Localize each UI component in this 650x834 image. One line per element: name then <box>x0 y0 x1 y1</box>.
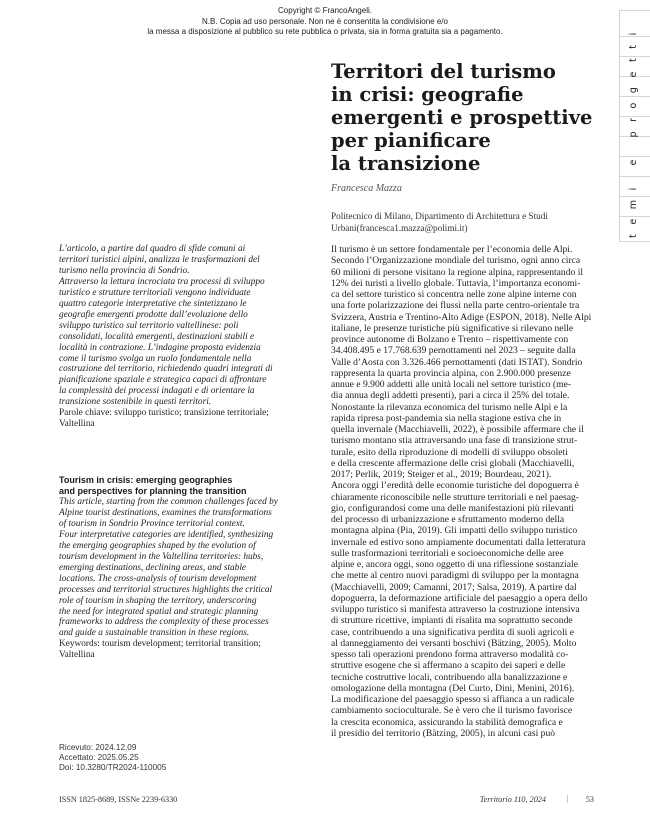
affiliation-line: Politecnico di Milano, Dipartimento di Architettura e Studi Urbani <box>331 211 548 233</box>
title-line: in crisi: geografie <box>331 83 524 106</box>
abstract-english <box>59 475 319 661</box>
english-title-line: and perspectives for planning the transition <box>59 486 247 496</box>
page-number: 53 <box>585 795 594 804</box>
abstract-line: territori turistici alpini, analizza le trasformazioni del <box>59 254 260 265</box>
body-line: rappresenta la quarta provincia alpina, con 2.900.000 presenze <box>331 367 571 379</box>
copyright-notice <box>0 6 650 38</box>
body-line: annue e 9.900 addetti alle unità locali nel settore turistico (me- <box>331 379 572 390</box>
abstract-italian <box>59 244 319 430</box>
section-label: temi e progetti <box>628 23 639 238</box>
body-line: tecniche costruttive locali, contribuendo alla banalizzazione e <box>331 671 568 683</box>
body-line: chiaramente riconoscibile nelle strutture territoriali e nel paesag- <box>331 491 579 503</box>
body-line: gio, configurandosi come una delle manifestazioni più rilevanti <box>331 502 574 514</box>
abstract-line: costruzione del territorio, richiedendo quadri integrati di <box>59 364 273 375</box>
affiliation-line: (francesca1.mazza@polimi.it) <box>356 222 468 233</box>
title-line: la transizione <box>331 152 481 175</box>
abstract-line: geografie emergenti prodotte dall’evoluzione dello <box>59 309 248 320</box>
body-line: spesso tali operazioni prendono forma attraverso modalità co- <box>331 649 569 660</box>
abstract-english-text <box>59 497 319 639</box>
abstract-line: processes and territorial structures highlights the critical <box>59 584 273 595</box>
abstract-line: the need for integrated spatial and strategic planning <box>59 606 259 617</box>
body-line: province autonome di Bolzano e Trento – rispettivamente con <box>331 334 569 345</box>
body-line: case, contribuendo a una significativa perdita di suoli agricoli e <box>331 626 574 638</box>
keywords-line: Parole chiave: sviluppo turistico; transizione territoriale; <box>59 408 269 419</box>
body-line: rapida ripresa post-pandemia sia nella stagione estiva che in <box>331 412 562 424</box>
abstract-line: come il turismo svolga un ruolo fondamentale nella <box>59 353 252 364</box>
body-line: una forte polarizzazione dei flussi nella parte centro-orientale tra <box>331 300 580 312</box>
abstract-line: This article, starting from the common challenges faced by <box>59 497 278 507</box>
body-line: 34.408.495 e 17.768.639 pernottamenti nel 2023 – seguite dalla <box>331 345 576 357</box>
body-line: dopoguerra, la deformazione artificiale del paesaggio a opera dello <box>331 592 588 604</box>
body-line: dia annua degli addetti presenti), pari a circa il 25% del totale. <box>331 390 570 402</box>
body-line: italiane, le presenze turistiche più significative si rilevano nelle <box>331 322 574 334</box>
copyright-line-3: la messa a disposizione al pubblico su rete pubblica o privata, sia in forma gratuita sia a pagamento. <box>147 27 503 36</box>
abstract-line: Four interpretative categories are identified, synthesizing <box>59 529 274 540</box>
keywords-line: Keywords: tourism development; territorial transition; <box>59 639 261 650</box>
abstract-line: pianificazione spaziale e strategica capaci di affrontare <box>59 375 267 386</box>
abstract-line: tourism development in the Valtellina territories: hubs, <box>59 551 264 562</box>
abstract-line: quattro categorie interpretative che sintetizzano le <box>59 298 247 309</box>
abstract-line: consolidati, località emergenti, destinazioni stabili e <box>59 331 255 342</box>
footer-separator: | <box>566 794 568 803</box>
body-line: di strutture ricettive, impianti di risalita ma soprattutto seconde <box>331 615 573 627</box>
body-line: che mette al centro nuovi paradigmi di sviluppo per la montagna <box>331 570 579 582</box>
body-line: Nonostante la rilevanza economica del turismo nelle Alpi e la <box>331 401 568 413</box>
title-line: emergenti e prospettive <box>331 106 593 129</box>
body-line: Il turismo è un settore fondamentale per l’economia delle Alpi. <box>331 244 573 255</box>
body-line: turale, esito della riproduzione di modelli di sviluppo obsoleti <box>331 446 568 458</box>
article-author: Francesca Mazza <box>331 183 402 194</box>
doi: Doi: 10.3280/TR2024-110005 <box>59 763 167 772</box>
abstract-line: locations. The cross-analysis of tourism development <box>59 573 257 584</box>
abstract-line: turismo nella provincia di Sondrio. <box>59 265 190 276</box>
section-side-tab <box>619 10 650 242</box>
abstract-line: emerging destinations, declining areas, and stable <box>59 562 247 573</box>
copyright-line-1: Copyright © FrancoAngeli. <box>278 6 372 15</box>
abstract-line: Alpine tourist destinations, examines the transformations <box>59 507 272 518</box>
title-line: Territori del turismo <box>331 60 556 83</box>
body-line: Valle d’Aosta con 3.326.466 pernottamenti (dati ISTAT). Sondrio <box>331 356 583 368</box>
english-title-line: Tourism in crisis: emerging geographies <box>59 475 233 485</box>
issn: ISSN 1825-8689, ISSNe 2239-6330 <box>59 795 178 804</box>
abstract-line: la complessità dei processi indagati e di orientare la <box>59 386 255 397</box>
body-line: sviluppo turistico si manifesta attraverso la costruzione intensiva <box>331 604 580 615</box>
title-line: per pianificare <box>331 129 491 152</box>
accepted-date: Accettato: 2025.05.25 <box>59 753 139 762</box>
body-line: ca del settore turistico si concentra nelle zone alpine interne con <box>331 289 577 300</box>
body-line: cambiamento socioculturale. Se è vero che il turismo favorisce <box>331 705 573 717</box>
keywords-line: Valtellina <box>59 419 95 430</box>
body-line: e della crescente affermazione delle crisi globali (Macchiavelli, <box>331 457 575 469</box>
body-line: turismo montano stia attraversando una fase di transizione strut- <box>331 435 578 447</box>
abstract-line: and guide a sustainable transition in these regions. <box>59 628 250 639</box>
copyright-line-2: N.B. Copia ad uso personale. Non ne è consentita la condivisione e/o <box>202 16 448 26</box>
abstract-line: frameworks to address the complexity of these processes <box>59 617 269 628</box>
keywords-line: Valtellina <box>59 650 95 661</box>
keywords-italian <box>59 408 319 430</box>
abstract-line: transizione sostenibile in questi territori. <box>59 397 212 408</box>
body-line: montagna alpina (Pia, 2019). Gli impatti dello sviluppo turistico <box>331 525 578 537</box>
body-line: 60 milioni di persone visitano la regione alpina, rappresentando il <box>331 266 584 278</box>
abstract-line: the emerging geographies shaped by the evolution of <box>59 540 256 551</box>
abstract-line: of tourism in Sondrio Province territorial context. <box>59 518 245 529</box>
abstract-line: località in contrazione. L’indagine proposta evidenzia <box>59 342 261 353</box>
body-line: la crescita economica, assicurando la stabilità demografica e <box>331 716 563 728</box>
abstract-line: Attraverso la lettura incrociata tra processi di sviluppo <box>59 276 265 287</box>
article-dates <box>59 743 166 773</box>
body-line: al danneggiamento dei versanti boschivi (Bätzing, 2005). Molto <box>331 637 577 649</box>
body-line: il presidio del territorio (Bätzing, 2005), in alcuni casi può <box>331 727 556 739</box>
author-affiliation <box>331 211 601 234</box>
body-line: invernale ed estivo sono ampiamente documentati dalla letteratura <box>331 536 586 548</box>
body-line: sulle trasformazioni territoriali e socioeconomiche delle aree <box>331 547 564 559</box>
body-line: quella invernale (Macchiavelli, 2022), è possibile affermare che il <box>331 424 584 435</box>
abstract-line: role of tourism in shaping the territory, underscoring <box>59 595 257 606</box>
received-date: Ricevuto: 2024.12.09 <box>59 743 137 752</box>
abstract-line: sviluppo turistico sul territorio valtellinese: poli <box>59 320 239 331</box>
body-line: (Macchiavelli, 2009; Camanni, 2017; Salsa, 2019). A partire dal <box>331 581 577 593</box>
body-line: alpine e, ancora oggi, sono oggetto di una riflessione sostanziale <box>331 559 578 570</box>
body-line: Ancora oggi l’eredità delle economie turistiche del dopoguerra è <box>331 480 579 492</box>
body-line: Secondo l’Organizzazione mondiale del turismo, ogni anno circa <box>331 255 581 267</box>
abstract-line: L’articolo, a partire dal quadro di sfide comuni ai <box>59 244 246 254</box>
body-line: La modificazione del paesaggio spesso si affianca a un radicale <box>331 694 575 705</box>
article-body <box>331 244 599 739</box>
body-line: 2017; Perlik, 2019; Steiger et al., 2019; Bourdeau, 2021). <box>331 469 552 480</box>
abstract-line: turistico e strutture territoriali vengono individuate <box>59 287 251 298</box>
body-line: Svizzera, Austria e Trentino-Alto Adige (ESPON, 2018). Nelle Alpi <box>331 311 592 323</box>
body-line: del processo di urbanizzazione e sfruttamento moderno della <box>331 514 565 525</box>
body-line: struttive esogene che si affermano a scapito dei saperi e delle <box>331 660 566 672</box>
body-line: omologazione della montagna (Del Curto, Dini, Menini, 2016). <box>331 682 575 694</box>
abstract-italian-text <box>59 244 319 408</box>
abstract-english-title <box>59 475 319 497</box>
keywords-english <box>59 639 319 661</box>
article-title <box>331 60 601 175</box>
body-line: 12% dei turisti a livello globale. Tuttavia, l’importanza economi- <box>331 277 581 289</box>
journal-name: Territorio 110, 2024 <box>479 795 546 804</box>
